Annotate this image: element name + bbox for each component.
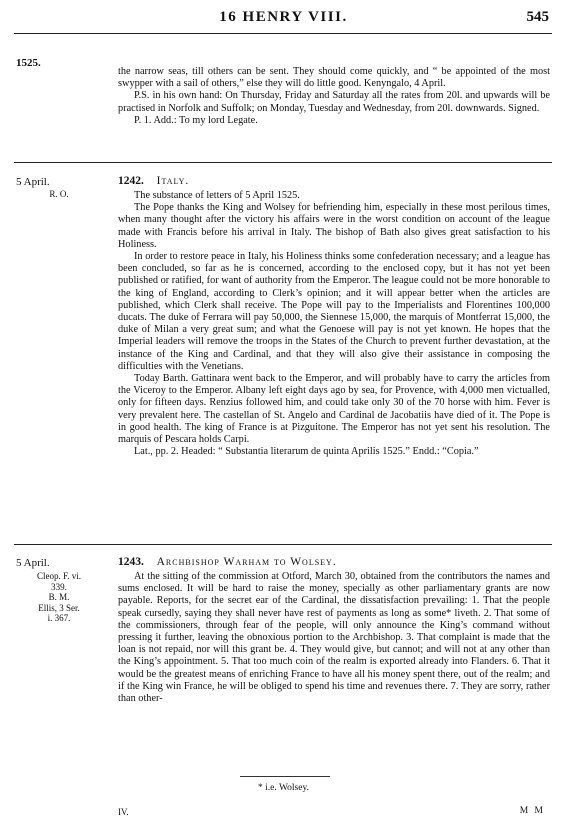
entry-1242-para-2: The Pope thanks the King and Wolsey for befriending him, especially in these most perilous times, when many thought after the victory his affairs were in the worst condition on account of the league made with Francis before his arrival in Italy. The bishop of Bath also gives great satisfaction to his Holiness. (118, 202, 550, 250)
entry-1243-para: At the sitting of the commission at Otford, March 30, obtained from the contributors the names and sums enclosed. It will be hard to raise the money, specially as other parliamentary grants are now payable. Reports, for the secret ear of the Cardinal, the dissatisfaction prevailing: 1. That the people speak cursedly, saying they shall never have rest of payments as long as some* liveth. 2. That some of the commissioners, through fear of the people, will only announce the King’s command without pressing it further, leaving the obnoxious portion to the Archbishop. 3. That complaint is made that the loan is not repaid, nor will this grant be. 4. They would give, but cannot; and will not at any other than the King’s appointment. 5. That too much coin of the realm is exported already into Flanders. 6. That it would be the greatest means of enriching France to have all his money spent there, out of the realm; and if the King win France, he will be obliged to spend his time and revenues there. 7. They are sorry, rather than other- (118, 571, 550, 705)
footnote: * i.e. Wolsey. (258, 783, 309, 793)
entry-1242-title: Italy. (156, 175, 190, 187)
header-rule (14, 33, 552, 34)
entry-1242-endnote: Lat., pp. 2. Headed: “ Substantia literarum de quinta Aprilis 1525.” Endd.: “Copia.” (134, 446, 479, 458)
section-rule-1 (14, 162, 552, 163)
source-line: 339. (51, 581, 67, 592)
entry-1243-title: Archbishop Warham to Wolsey. (156, 556, 337, 568)
volume-mark: IV. (118, 807, 129, 817)
entry-1242-body (118, 190, 550, 458)
entry-1243-date: 5 April. (16, 557, 50, 569)
entry-1242-source: R. O. (49, 189, 69, 199)
source-line: i. 367. (47, 613, 71, 623)
entry-1242-para-3: In order to restore peace in Italy, his Holiness thinks some confederation necessary; and a league has been concluded, so far as he is concerned, according to the enclosed copy, but it has not yet been published or ratified, for want of authority from the Emperor. The league could not be more honorable to the king of England, according to Clerk’s opinion; and it will appear better when the articles are published, which Clerk shall receive. The Pope will pay to the Imperialists and Florentines 100,000 ducats. The duke of Ferrara will pay 50,000, the Siennese 15,000, the marquis of Montferrat 15,000, the duke of Milan a very great sum; and what the Genoese will pay is not yet known. He hopes that the Imperial leaders will remove the troops in the States of the Church to prevent further devastation, at the instance of the King and Cardinal, and that they will also give their assistance in composing the difficulties with the Venetians. (118, 251, 550, 372)
signature-mark: M M (519, 806, 545, 816)
entry-1242-heading (118, 175, 550, 187)
intro-text: the narrow seas, till others can be sent. They should come quickly, and “ be appointed of the most swypper with a sail of others,” else they will do little good. Kenyngalo, 4 April. (118, 66, 550, 90)
entry-1243-number: 1243. (118, 556, 144, 568)
source-line: Cleop. F. vi. (36, 571, 82, 581)
footnote-rule (240, 776, 330, 777)
postscript: P.S. in his own hand: On Thursday, Friday and Saturday all the rates from 20l. and upwards will be practised in Norfolk and Suffolk; on Monday, Tuesday and Wednesday, from 20l. downwards. Signed. (118, 90, 550, 114)
source-line: B. M. (48, 592, 70, 602)
running-title: 16 HENRY VIII. (219, 9, 348, 25)
entry-1242-para-4: Today Barth. Gattinara went back to the Emperor, and will probably have to carry the articles from the Viceroy to the Emperor. Albany left eight days ago by sea, for Provence, with 4,000 men victualled, only for fifteen days. Renzius followed him, and could take only 30 of the 70 horse with him. Fever is very prevalent here. The castellan of St. Angelo and Cardinal de Jacobatiis have died of it. The Pope is in good health. The king of France is at Pizguitone. The Emperor has not yet sent his resolution. The marquis of Pescara holds Carpi. (118, 373, 550, 446)
entry-1243-sources (24, 571, 94, 624)
entry-1243-body (118, 571, 550, 705)
entry-1242-para-1: The substance of letters of 5 April 1525. (134, 190, 300, 201)
entry-1243-heading (118, 556, 550, 568)
section-rule-2 (14, 544, 552, 545)
margin-year: 1525. (16, 57, 41, 69)
address-note: P. 1. Add.: To my lord Legate. (134, 114, 258, 126)
entry-1242-date: 5 April. (16, 176, 50, 188)
page-header (0, 9, 567, 27)
intro-block (118, 66, 550, 127)
source-line: Ellis, 3 Ser. (38, 602, 80, 613)
page-number: 545 (526, 9, 549, 25)
entry-1242-number: 1242. (118, 175, 144, 187)
